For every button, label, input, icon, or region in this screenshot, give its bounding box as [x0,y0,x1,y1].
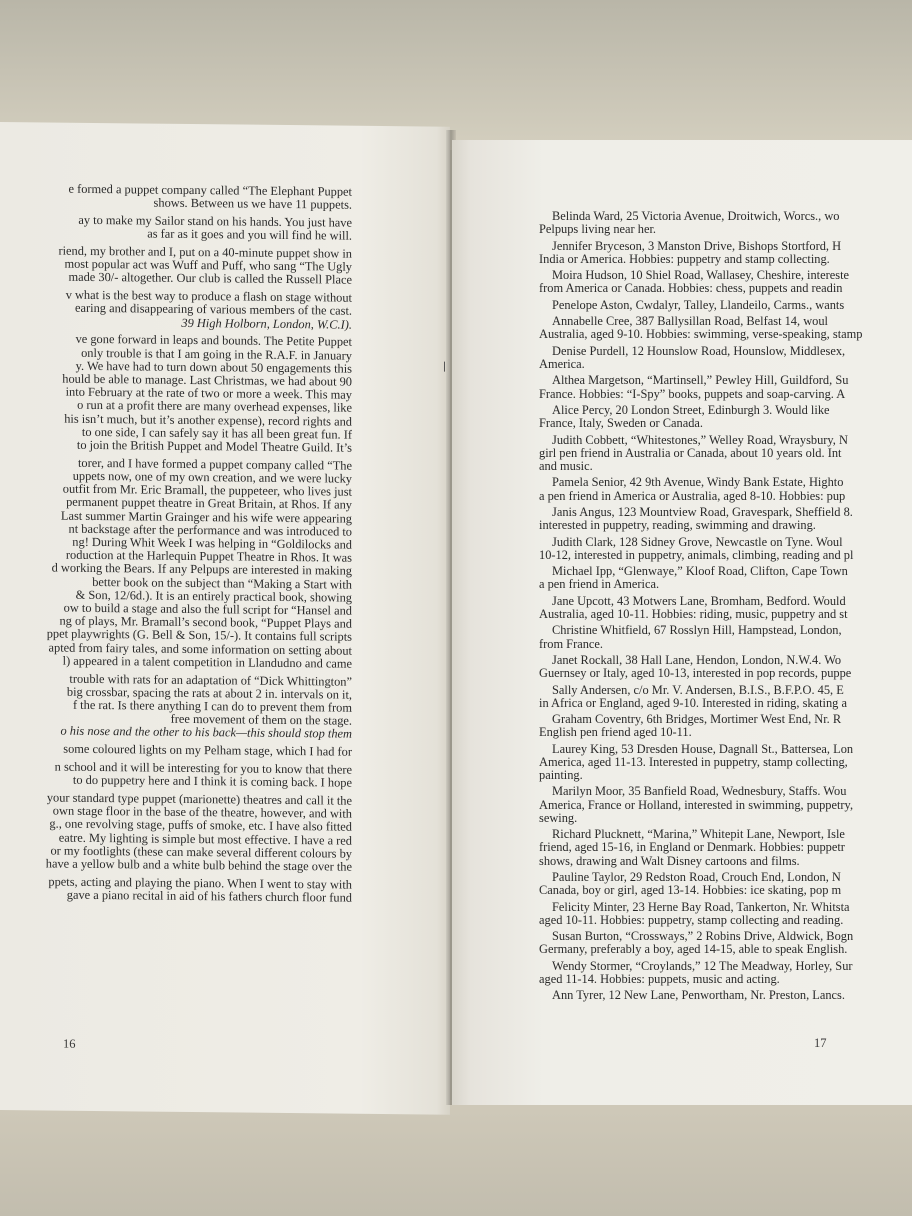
text-line: made 30/- altogether. Our club is called the Russell Place [68,270,352,288]
text-line: ppet playwrights (G. Bell & Son, 15/-). It contains full scripts [46,626,352,645]
text-line: ppets, acting and playing the piano. When I went to stay with [48,874,352,892]
text-line: Australia, aged 9-10. Hobbies: swimming, verse-speaking, stamp [539,327,863,342]
text-line: Janet Rockall, 38 Hall Lane, Hendon, London, N.W.4. Wo [552,652,842,667]
text-line: better book on the subject than “Making a Start with [92,574,352,592]
text-line: big crossbar, spacing the rats at about 2 in. intervals on it, [66,684,352,702]
text-line: from France. [539,636,603,651]
text-line: Sally Andersen, c/o Mr. V. Andersen, B.I.S., B.F.P.O. 45, E [552,682,844,697]
pen-pal-entry [552,989,912,1002]
text-line: into February at the rate of two or more a week. This may [65,384,352,402]
text-line: nt backstage after the performance and was introduced to [68,521,352,539]
text-line: girl pen friend in Australia or Canada, about 10 years old. Int [539,445,842,460]
left-page-text-column [0,179,352,909]
text-line: g., one revolving stage, puffs of smoke, etc. I have also fitted [49,817,352,835]
text-line: aged 11-14. Hobbies: puppets, music and acting. [539,972,780,987]
paragraph [0,330,352,455]
right-page-number: 17 [814,1036,827,1050]
text-line: trouble with rats for an adaptation of “Dick Whittington” [69,671,352,689]
text-line: Wendy Stormer, “Croylands,” 12 The Meadway, Horley, Sur [552,958,853,973]
text-line: 10-12, interested in puppetry, animals, climbing, reading and pl [539,547,854,562]
left-page [0,122,450,1115]
text-line: to one side, I can safely say it has all been great fun. If [81,424,352,442]
text-line: uppets now, one of my own creation, and we were lucky [72,468,352,486]
text-line: in Africa or England, aged 9-10. Interested in riding, skating a [539,695,847,710]
text-line: o his nose and the other to his back—this should stop them [60,724,352,742]
pen-pal-entry [539,712,912,740]
text-line: America. [539,356,585,371]
text-line: Pelpups living near her. [539,222,657,237]
text-line: o run at a profit there are many overhead expenses, like [77,398,352,416]
pen-pal-entry [539,373,912,401]
pen-pal-entry [552,299,912,312]
text-line: Annabelle Cree, 387 Ballysillan Road, Belfast 14, woul [552,314,828,329]
paragraph [0,210,352,243]
text-line: and music. [539,458,593,473]
text-line: your standard type puppet (marionette) theatres and call it the [46,790,352,808]
left-page-number: 16 [63,1036,76,1051]
text-line: riend, my brother and I, put on a 40-minute puppet show in [58,243,352,261]
text-line: n school and it will be interesting for you to know that there [54,759,352,777]
pen-pal-entry [539,432,912,474]
text-line: only trouble is that I am going in the R.A.F. in January [81,345,352,363]
pen-pal-entry [539,564,912,592]
text-line: Althea Margetson, “Martinsell,” Pewley Hill, Guildford, Su [552,373,849,388]
pen-pal-entry [539,475,912,503]
pen-pal-entry [539,504,912,533]
text-line: Australia, aged 10-11. Hobbies: riding, music, puppetry and st [539,606,848,621]
text-line: eatre. My lighting is simple but most effective. I have a red [58,830,352,848]
right-page-text-column [539,209,912,1006]
text-line: France. Hobbies: “I-Spy” books, puppets and soap-carving. A [539,386,846,401]
paragraph [0,872,352,905]
text-line: Christine Whitfield, 67 Rosslyn Hill, Hampstead, London, [552,623,842,638]
text-line: Moira Hudson, 10 Shiel Road, Wallasey, Cheshire, intereste [552,268,850,283]
text-line: a pen friend in America. [539,577,660,592]
paragraph [0,740,352,759]
pen-pal-entry [539,741,912,783]
text-line: Marilyn Moor, 35 Banfield Road, Wednesbury, Staffs. Wou [552,784,847,799]
pen-pal-entry [539,899,912,927]
text-line: ay to make my Sailor stand on his hands. You just have [78,212,352,230]
text-line: or my footlights (these can make several different colours by [50,843,352,861]
text-line: America, France or Holland, interested in swimming, puppetry, [539,797,854,812]
margin-mark [444,362,445,372]
text-line: Pamela Senior, 42 9th Avenue, Windy Bank Estate, Highto [552,475,844,490]
text-line: Jane Upcott, 43 Motwers Lane, Bromham, Bedford. Would [552,593,846,608]
text-line: Richard Plucknett, “Marina,” Whitepit Lane, Newport, Isle [552,827,845,842]
pen-pal-entry [539,929,912,957]
text-line: painting. [539,768,583,783]
text-line: most popular act was Wuff and Puff, who sang “The Ugly [64,256,352,274]
text-line: Felicity Minter, 23 Herne Bay Road, Tankerton, Nr. Whitsta [552,899,850,914]
text-line: roduction at the Harlequin Puppet Theatre in Rhos. It was [65,547,352,565]
paragraph [0,669,352,741]
pen-pal-entry [539,827,912,868]
text-line: y. We have had to turn down about 50 engagements this [75,358,352,376]
text-line: shows. Between us we have 11 puppets. [153,195,352,212]
text-line: outfit from Mr. Eric Bramall, the puppeteer, who lives just [62,481,352,499]
pen-pal-entry [539,623,912,651]
text-line: Guernsey or Italy, aged 10-13, interested in pop records, puppe [539,666,852,681]
text-line: aged 10-11. Hobbies: puppetry, stamp collecting and reading. [539,912,844,927]
text-line: Graham Coventry, 6th Bridges, Mortimer West End, Nr. R [552,712,842,727]
paragraph [0,241,352,287]
text-line: earing and disappearing of various members of the cast. [75,301,352,319]
text-line: ng of plays, Mr. Bramall’s second book, “Puppet Plays and [59,613,352,631]
pen-pal-entry [539,958,912,987]
text-line: Alice Percy, 20 London Street, Edinburgh 3. Would like [552,402,830,417]
text-line: as far as it goes and you will find he will. [147,226,352,243]
text-line: ng! During Whit Week I was helping in “Goldilocks and [72,534,352,552]
text-line: Canada, boy or girl, aged 13-14. Hobbies: ice skating, pop m [539,883,842,898]
pen-pal-entry [539,343,912,371]
text-line: Janis Angus, 123 Mountview Road, Gravespark, Sheffield 8. [552,504,853,519]
text-line: ow to build a stage and also the full script for “Hansel and [63,600,352,618]
background-surface-bottom [0,1100,912,1216]
text-line: d working the Bears. If any Pelpups are interested in making [51,560,352,579]
text-line: l) appeared in a talent competition in Llandudno and came [62,653,352,671]
text-line: France, Italy, Sweden or Canada. [539,416,703,431]
pen-pal-entry [539,652,912,681]
text-line: Laurey King, 53 Dresden House, Dagnall St., Battersea, Lon [552,741,854,756]
text-line: Denise Purdell, 12 Hounslow Road, Hounslow, Middlesex, [552,343,846,358]
text-line: English pen friend aged 10-11. [539,725,692,740]
paragraph [0,453,352,671]
text-line: Last summer Martin Grainger and his wife were appearing [60,508,352,526]
pen-pal-entry [539,268,912,296]
text-line: Ann Tyrer, 12 New Lane, Penwortham, Nr. Preston, Lancs. [552,988,845,1003]
text-line: 39 High Holborn, London, W.C.I). [181,315,352,332]
pen-pal-entry [539,402,912,431]
text-line: India or America. Hobbies: puppetry and stamp collecting. [539,251,830,266]
text-line: Belinda Ward, 25 Victoria Avenue, Droitwich, Worcs., wo [552,209,840,223]
text-line: Germany, preferably a boy, aged 14-15, able to speak English. [539,942,848,957]
text-line: Judith Clark, 128 Sidney Grove, Newcastle on Tyne. Woul [552,534,843,549]
pen-pal-entry [539,534,912,562]
text-line: sewing. [539,810,578,825]
pen-pal-entry [539,593,912,621]
text-line: gave a piano recital in aid of his fathers church floor fund [66,887,352,905]
paragraph [0,788,352,874]
pen-pal-entry [539,870,912,898]
text-line: Susan Burton, “Crossways,” 2 Robins Drive, Aldwick, Bogn [552,929,854,944]
text-line: v what is the best way to produce a flash on stage without [65,287,352,305]
pen-pal-entry [539,784,912,825]
text-line: hould be able to manage. Last Christmas, we had about 90 [62,371,352,389]
text-line: own stage floor in the base of the theatre, however, and with [52,803,352,821]
pen-pal-entry [539,209,912,237]
text-line: free movement of them on the stage. [170,712,352,728]
text-line: apted from fairy tales, and some information on setting about [48,640,352,658]
text-line: a pen friend in America or Australia, aged 8-10. Hobbies: pup [539,488,846,503]
text-line: Penelope Aston, Cwdalyr, Talley, Llandeilo, Carms., wants [552,297,845,312]
pen-pal-entry [539,314,912,342]
text-line: friend, aged 15-16, in England or Denmark. Hobbies: puppetr [539,840,845,855]
text-line: ve gone forward in leaps and bounds. The Petite Puppet [75,332,352,350]
paragraph [0,179,352,212]
text-line: America, aged 11-13. Interested in puppetry, stamp collecting, [539,754,848,769]
text-line: permanent puppet theatre in Great Britain, at Rhos. If any [66,495,352,513]
text-line: have a yellow bulb and a white bulb behind the stage over the [45,856,352,874]
text-line: interested in puppetry, reading, swimming and drawing. [539,518,816,533]
right-page [452,140,912,1105]
text-line: & Son, 12/6d.). It is an entirely practical book, showing [75,587,352,605]
pen-pal-entry [539,682,912,710]
text-line: Michael Ipp, “Glenwaye,” Kloof Road, Clifton, Cape Town [552,564,848,579]
text-line: Jennifer Bryceson, 3 Manston Drive, Bishops Stortford, H [552,238,842,253]
text-line: from America or Canada. Hobbies: chess, puppets and readin [539,281,843,296]
paragraph [0,757,352,790]
text-line: to do puppetry here and I think it is coming back. I hope [72,773,352,790]
paragraph [0,286,352,332]
text-line: to join the British Puppet and Model Theatre Guild. It’s [76,437,352,455]
text-line: his isn’t much, but it’s another expense), record rights and [64,411,352,429]
text-line: shows, drawing and Walt Disney cartoons and films. [539,853,800,868]
text-line: e formed a puppet company called “The Elephant Puppet [68,181,352,199]
text-line: torer, and I have formed a puppet company called “The [77,455,352,473]
text-line: Judith Cobbett, “Whitestones,” Welley Road, Wraysbury, N [552,432,848,447]
text-line: f the rat. Is there anything I can do to prevent them from [72,697,352,715]
text-line: Pauline Taylor, 29 Redston Road, Crouch End, London, N [552,870,841,885]
text-line: some coloured lights on my Pelham stage, which I had for [63,741,352,759]
pen-pal-entry [539,238,912,266]
